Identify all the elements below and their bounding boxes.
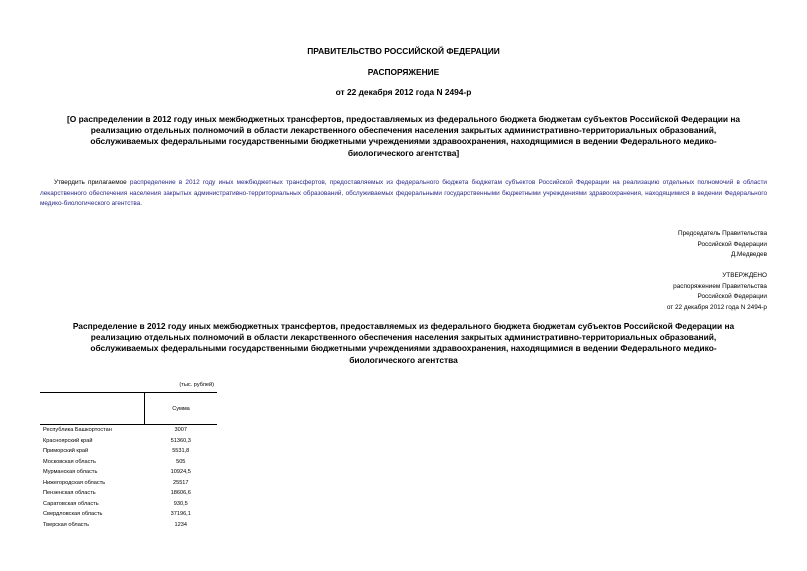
table-row <box>40 436 217 447</box>
region-cell: Свердловская область <box>43 511 103 518</box>
table-header-row <box>40 393 217 425</box>
table-row <box>40 488 217 499</box>
government-heading: ПРАВИТЕЛЬСТВО РОССИЙСКОЙ ФЕДЕРАЦИИ <box>307 46 500 56</box>
distribution-title <box>40 321 767 366</box>
approved-label: УТВЕРЖДЕНО <box>722 272 767 279</box>
distribution-link[interactable]: распределение в 2012 году иных межбюджетных трансфертов, предоставляемых из федерального бюджета бюджетам субъектов Российской Федерации на реализацию отдельных полномочий в области лекарственного обеспечения населения закрытых административно-территориальных образований, обслуживаемых федеральными государственными бюджетными учреждениями здравоохранения, находящимися в ведении Федерального медико-биологического агентства <box>40 179 767 208</box>
region-cell: Нижегородская область <box>43 479 106 486</box>
approve-end: . <box>140 200 143 208</box>
table-row <box>40 499 217 510</box>
distribution-title-line: биологического агентства <box>349 354 458 365</box>
region-cell: Приморский край <box>43 448 89 455</box>
column-header-sum: Сумма <box>145 393 218 425</box>
document-type: РАСПОРЯЖЕНИЕ <box>367 67 440 77</box>
sum-cell: 37196,1 <box>170 511 191 518</box>
distribution-table <box>40 392 217 530</box>
table-row <box>40 520 217 531</box>
distribution-title-line: реализацию отдельных полномочий в области лекарственного обеспечения населения закрытых административно-территориальных образований, <box>90 332 717 343</box>
signature-position: Председатель Правительства <box>678 230 767 237</box>
approved-block <box>667 271 767 313</box>
sum-cell: 930,5 <box>173 500 188 507</box>
table-row <box>40 425 217 436</box>
title-line: реализацию отдельных полномочий в области лекарственного обеспечения населения закрытых административно-территориальных образований, <box>90 125 717 136</box>
signature-country: Российской Федерации <box>697 240 767 248</box>
signature-block <box>678 229 767 261</box>
region-cell: Пензенская область <box>43 490 96 497</box>
table-row <box>40 478 217 489</box>
approve-attached: прилагаемое <box>88 179 127 186</box>
region-cell: Мурманская область <box>43 469 98 476</box>
region-cell: Тверская область <box>43 521 90 528</box>
sum-cell: 10924,5 <box>170 469 191 476</box>
approved-date: от 22 декабря 2012 года N 2494-р <box>666 303 767 311</box>
approved-by: распоряжением Правительства <box>673 282 767 290</box>
sum-cell: 51360,3 <box>170 437 191 444</box>
table-unit: (тыс. рублей) <box>179 382 214 388</box>
distribution-title-line: Распределение в 2012 году иных межбюджетных трансфертов, предоставляемых из федерального бюджета бюджетам субъектов Российской Федерации на <box>72 321 735 331</box>
column-header-region <box>40 393 145 425</box>
region-cell: Московская область <box>43 458 96 465</box>
table-row <box>40 457 217 468</box>
sum-cell: 1234 <box>174 521 187 528</box>
sum-cell: 18606,6 <box>170 490 191 497</box>
table-row <box>40 509 217 520</box>
sum-cell: 3007 <box>174 427 187 434</box>
approve-word: Утвердить <box>54 179 85 186</box>
signature-name: Д.Медведев <box>730 251 767 259</box>
sum-cell: 25517 <box>172 479 189 486</box>
sum-cell: 5531,8 <box>172 448 190 455</box>
approved-country: Российской Федерации <box>697 293 767 301</box>
distribution-title-line: обслуживаемых федеральными государственными бюджетными учреждениями здравоохранения, находящимися в ведении Федерального медико- <box>90 343 717 354</box>
document-date-number: от 22 декабря 2012 года N 2494-р <box>335 87 472 97</box>
sum-cell: 505 <box>176 458 186 465</box>
title-line: биологического агентства] <box>347 147 460 158</box>
region-cell: Республика Башкортостан <box>43 427 112 434</box>
table-row <box>40 467 217 478</box>
title-line: обслуживаемых федеральными государственными бюджетными учреждениями здравоохранения, находящимися в ведении Федерального медико- <box>90 136 717 147</box>
table-row <box>40 446 217 457</box>
approval-paragraph <box>40 178 767 210</box>
document-title <box>40 114 767 159</box>
title-line: [О распределении в 2012 году иных межбюджетных трансфертов, предоставляемых из федерального бюджета бюджетам субъектов Российской Федерации на <box>66 114 741 124</box>
region-cell: Саратовская область <box>43 500 99 507</box>
region-cell: Красноярский край <box>43 437 93 444</box>
